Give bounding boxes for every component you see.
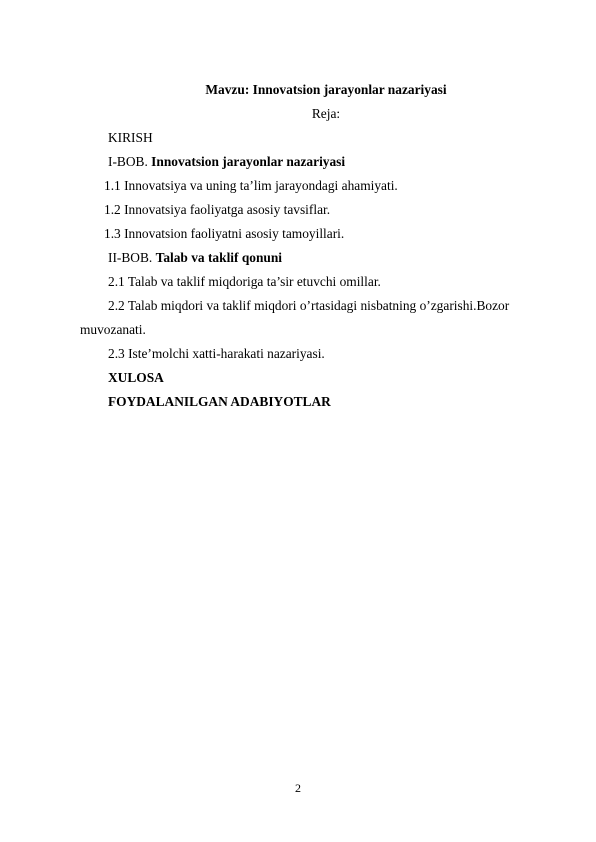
chapter-2-title: Talab va taklif qonuni bbox=[155, 250, 283, 265]
plan-label: Reja: bbox=[311, 106, 341, 121]
toc-section-1-2: 1.2 Innovatsiya faoliyatga asosiy tavsiflar. bbox=[104, 202, 331, 217]
toc-section-2-2-line1: 2.2 Talab miqdori va taklif miqdori o’rtasidagi nisbatning o’zgarishi.Bozor bbox=[108, 298, 510, 313]
toc-section-2-2-line2: muvozanati. bbox=[80, 322, 146, 337]
toc-section-2-3: 2.3 Iste’molchi xatti-harakati nazariyasi. bbox=[108, 346, 325, 361]
toc-chapter-1 bbox=[108, 154, 345, 170]
chapter-1-prefix: I-BOB. bbox=[108, 154, 148, 169]
document-title: Mavzu: Innovatsion jarayonlar nazariyasi bbox=[205, 82, 447, 97]
chapter-1-title: Innovatsion jarayonlar nazariyasi bbox=[151, 154, 346, 169]
toc-section-1-3: 1.3 Innovatsion faoliyatni asosiy tamoyillari. bbox=[104, 226, 345, 241]
toc-conclusion: XULOSA bbox=[108, 370, 164, 385]
toc-intro: KIRISH bbox=[108, 130, 153, 145]
toc-chapter-2 bbox=[108, 250, 282, 266]
toc-section-2-1: 2.1 Talab va taklif miqdoriga ta’sir etuvchi omillar. bbox=[108, 274, 381, 289]
toc-section-1-1: 1.1 Innovatsiya va uning ta’lim jarayondagi ahamiyati. bbox=[104, 178, 398, 193]
page-number: 2 bbox=[295, 781, 301, 795]
toc-references: FOYDALANILGAN ADABIYOTLAR bbox=[108, 394, 331, 409]
chapter-2-prefix: II-BOB. bbox=[108, 250, 153, 265]
